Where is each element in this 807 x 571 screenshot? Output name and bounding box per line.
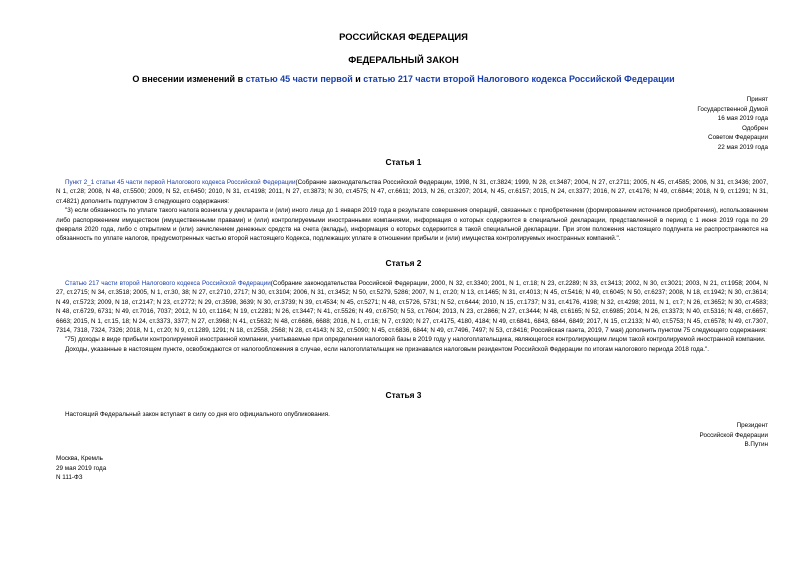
place-city: Москва, Кремль [56,455,103,462]
federation-heading: РОССИЙСКАЯ ФЕДЕРАЦИЯ [339,31,468,42]
article2-quote1: "75) доходы в виде прибыли контролируемой иностранной компании, учитываемые при определении налоговой базы в 2019 году у налогоплательщика, являющегося контролирующим лицом такой контролируемой иностранной компании. [65,336,766,344]
article217-link[interactable]: статью 217 части второй Налогового кодекса Российской Федерации [363,74,675,84]
article1-body [56,178,768,244]
adoption-block [508,95,768,153]
article1-intro-paragraph [56,178,768,206]
article2-intro-paragraph [56,279,768,335]
law-title [0,73,807,85]
article1-quote: "3) если обязанность по уплате такого налога возникла у декларанта и (или) иного лица до 1 января 2019 года в результате совершения операций, связанных с приобретением (формированием источников приобретения), использованием либо распоряжением имуществом (имущественными правами) и (или) контролируемыми иностранными компаниями, информация о которых содержится в специальной декларации, представленной в период с 1 июня 2019 года по 29 февраля 2020 года, либо с открытием и (или) зачислением денежных средств на счета (вклады), информация о которых содержится в такой специальной декларации. При этом положения настоящего подпункта не распространяются на обязанность по уплате налогов, предусмотренных частью второй настоящего Кодекса, подлежащих уплате в отношении прибыли и (или) имущества контролируемых иностранных компаний.". [56,207,768,243]
signature-name: В.Путин [744,441,768,449]
place-date: 29 мая 2019 года [56,464,107,472]
article2-body [56,279,768,354]
article3-body [56,410,768,419]
article3-text: Настоящий Федеральный закон вступает в силу со дня его официального опубликования. [65,411,330,418]
article1-intro: (Собрание законодательства Российской Федерации, 1998, N 31, ст.3824; 1999, N 28, ст.3487; 2004, N 27, ст.2711; 2005, N 45, ст.4585; 2006, N 31, ст.3436; 2007, N 1, ст.28; 2008, N 48, ст.5500; 2009, N 52, ст.6450; 2010, N 31, ст.4198; 2011, N 27, ст.3873; N 30, ст.4575; N 47, ст.6611; 2013, N 26, ст.3207; 2014, N 45, ст.6157; 2015, N 24, ст.3377; 2016, N 27, ст.4176; N 49, ст.6844; 2018, N 9, ст.1291; N 31, ст.4821) дополнить подпунктом 3 следующего содержания: [56,179,769,205]
law-title-prefix: О внесении изменений в [132,74,246,84]
council-date: 22 мая 2019 года [717,143,768,151]
article2-quote2: Доходы, указанные в настоящем пункте, освобождаются от налогообложения в случае, если налогоплательщик не признавался налоговым резидентом Российской Федерации по итогам налогового периода 2018 года.". [65,345,710,353]
article2-intro: (Собрание законодательства Российской Федерации, 2000, N 32, ст.3340; 2001, N 1, ст.18; N 23, ст.2289; N 33, ст.3413; 2002, N 30, ст.3021; 2003, N 21, ст.1958; 2004, N 27, ст.2715; N 34, ст.3518; 2005, N 1, ст.30, 38; N 27, ст.2710, 2717; N 30, ст.3104; 2006, N 31, ст.3452; N 50, ст.5279, 5286; 2007, N 1, ст.20; N 13, ст.1465; N 31, ст.4013; N 45, ст.5416; N 49, ст.6045; N 50, ст.6237; 2008, N 18, ст.1942; N 30, ст.3614; N 49, ст.5723; 2009, N 18, ст.2147; N 23, ст.2772; N 29, ст.3598, 3639; N 30, ст.3739; N 39, ст.4534; N 45, ст.5271; N 48, ст.5726, 5731; N 52, ст.6444; 2010, N 15, ст.1737; N 31, ст.4176, 4198; N 32, ст.4298; 2011, N 1, ст.7; N 26, ст.3652; N 30, ст.4583; N 48, ст.6729, 6731; N 49, ст.7016, 7037; 2012, N 10, ст.1164; N 19, ст.2281; N 26, ст.3447; N 41, ст.5526; N 49, ст.6750; N 53, ст.7604; 2013, N 23, ст.2866; N 27, ст.3444; N 48, ст.6165; N 52, ст.6985; 2014, N 26, ст.3373; N 40, ст.5316; N 48, ст.6657, 6663; 2015, N 1, ст.15, 18; N 24, ст.3373, 3377; N 27, ст.3968; N 41, ст.5632; N 48, ст.6686, 6688; 2016, N 1, ст.16; N 7, ст.920; N 27, ст.4175, 4180, 4184; N 49, ст.6841, 6843, 6844, 6849; 2017, N 15, ст.2133; N 40, ст.5753; N 45, ст.6578; N 49, ст.7307, 7314, 7318, 7324, 7326; 2018, N 1, ст.20; N 9, ст.1289, 1291; N 18, ст.2558, 2568; N 28, ст.4143; N 32, ст.5090; N 45, ст.6836, 6844; N 49, ст.7496, 7497; N 53, ст.8416; Российская газета, 2019, 7 мая) дополнить пунктом 75 следующего содержания: [56,280,768,335]
law-type-heading: ФЕДЕРАЛЬНЫЙ ЗАКОН [348,54,459,65]
article45-link[interactable]: статью 45 части первой [245,74,353,84]
article2-link[interactable]: Статью 217 части второй Налогового кодекса Российской Федерации [65,280,271,287]
article1-link[interactable]: Пункт 2_1 статьи 45 части первой Налогового кодекса Российской Федерации [65,179,296,186]
duma-body: Государственной Думой [697,105,768,113]
law-number: N 111-ФЗ [56,474,83,482]
place-date-block [56,454,316,483]
signature-title: Президент [736,422,768,429]
signature-block [508,421,768,450]
article2-heading: Статья 2 [385,258,422,268]
council-label: Одобрен [741,124,768,132]
article3-heading: Статья 3 [385,390,422,400]
law-title-mid: и [352,74,364,84]
duma-label: Принят [746,96,768,103]
signature-body: Российской Федерации [699,431,768,439]
duma-date: 16 мая 2019 года [717,115,768,123]
article1-heading: Статья 1 [385,157,422,167]
council-body: Советом Федерации [708,134,768,142]
